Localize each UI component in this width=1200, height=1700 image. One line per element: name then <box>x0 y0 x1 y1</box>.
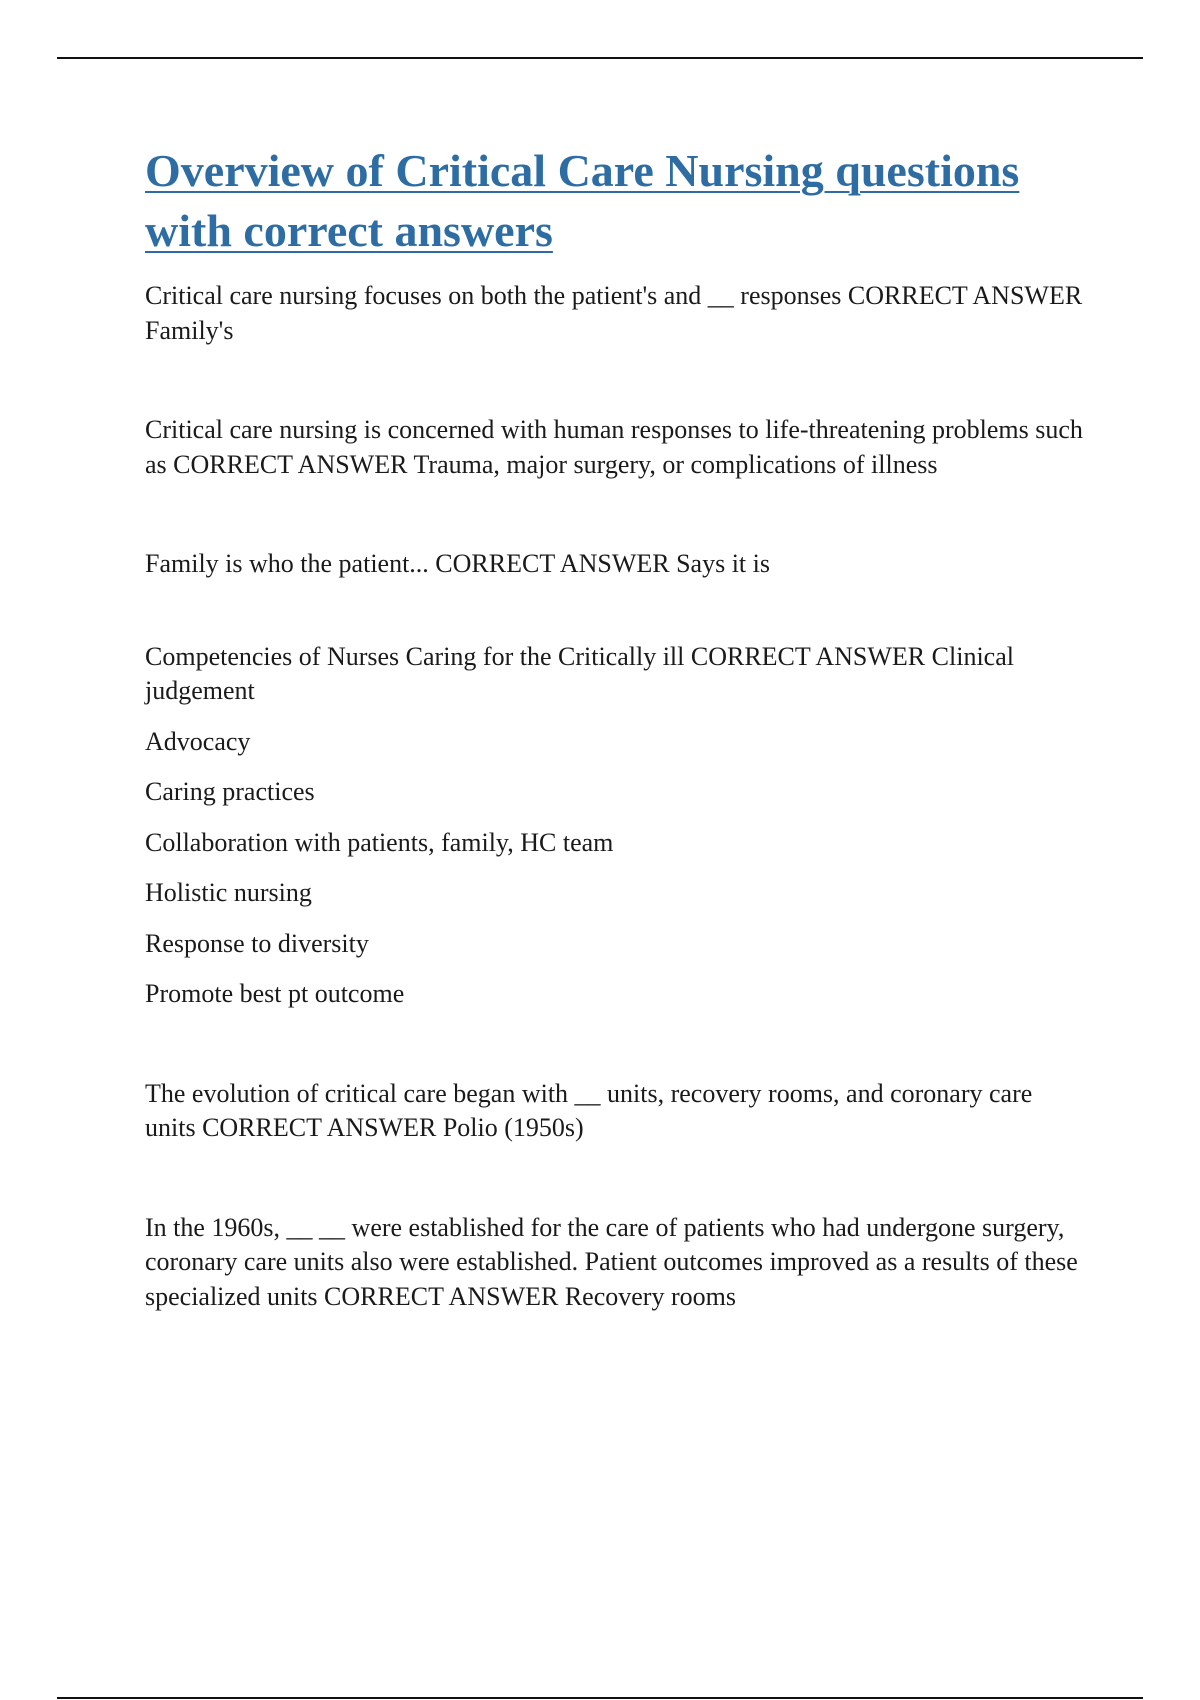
competency-list <box>145 725 1085 1012</box>
qa-item: Critical care nursing focuses on both the patient's and __ responses CORRECT ANSWER Family's <box>145 281 1083 345</box>
list-item: Holistic nursing <box>145 878 312 907</box>
bottom-divider <box>57 1697 1143 1699</box>
document-title: Overview of Critical Care Nursing questions with correct answers <box>145 145 1020 256</box>
top-divider <box>57 57 1143 59</box>
qa-item: The evolution of critical care began with __ units, recovery rooms, and coronary care units CORRECT ANSWER Polio (1950s) <box>145 1078 1033 1142</box>
list-item: Promote best pt outcome <box>145 979 405 1008</box>
qa-item: In the 1960s, __ __ were established for the care of patients who had undergone surgery, coronary care units also were established. Patient outcomes improved as a results of these specialized units CORRECT ANSWER Recovery rooms <box>145 1212 1078 1311</box>
qa-item: Critical care nursing is concerned with human responses to life-threatening problems such as CORRECT ANSWER Trauma, major surgery, or complications of illness <box>145 415 1083 479</box>
qa-item: Competencies of Nurses Caring for the Critically ill CORRECT ANSWER Clinical judgement <box>145 641 1014 705</box>
list-item: Advocacy <box>145 726 251 756</box>
list-item: Response to diversity <box>145 928 369 958</box>
list-item: Caring practices <box>145 777 315 806</box>
document-body <box>145 141 1085 1314</box>
qa-item: Family is who the patient... CORRECT ANSWER Says it is <box>145 549 770 578</box>
list-item: Collaboration with patients, family, HC team <box>145 827 614 857</box>
